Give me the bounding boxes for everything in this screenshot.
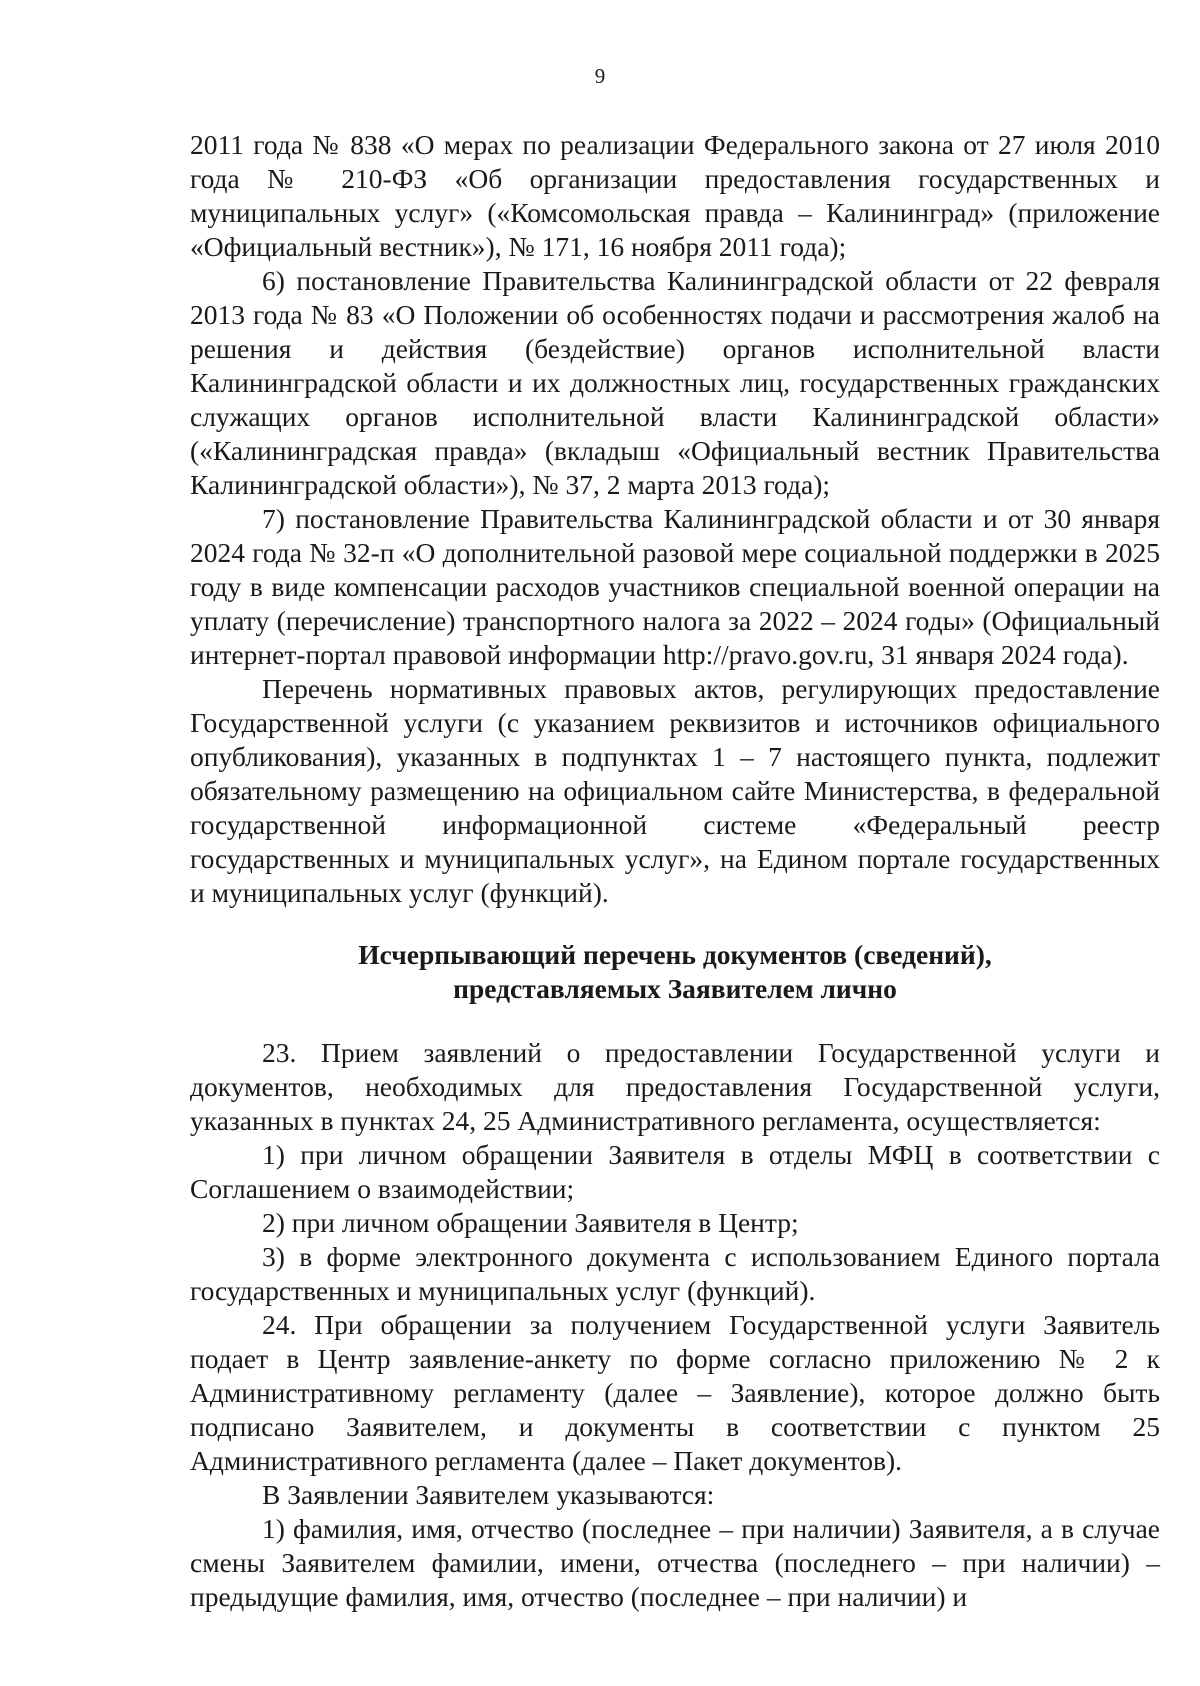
paragraph-item-6: 6) постановление Правительства Калининградской области от 22 февраля 2013 года № 83 «О Положении об особенностях подачи и рассмотрения жалоб на решения и действия (бездействие) органов исполнительной власти Калининградской области и их должностных лиц, государственных гражданских служащих органов исполнительной власти Калининградской области» («Калининградская правда» (вкладыш «Официальный вестник Правительства Калининградской области»), № 37, 2 марта 2013 года); [190, 265, 1160, 500]
paragraph-application-fields-intro: В Заявлении Заявителем указываются: [262, 1479, 715, 1510]
paragraph-24: 24. При обращении за получением Государственной услуги Заявитель подает в Центр заявление-анкету по форме согласно приложению № 2 к Административному регламенту (далее – Заявление), которое должно быть подписано Заявителем, и документы в соответствии с пунктом 25 Административного регламента (далее – Пакет документов). [190, 1309, 1160, 1476]
paragraph-23-item-1: 1) при личном обращении Заявителя в отделы МФЦ в соответствии с Соглашением о взаимодействии; [190, 1139, 1160, 1204]
paragraph-continuation: 2011 года № 838 «О мерах по реализации Федерального закона от 27 июля 2010 года № 210-ФЗ «Об организации предоставления государственных и муниципальных услуг» («Комсомольская правда – Калининград» (приложение «Официальный вестник»), № 171, 16 ноября 2011 года); [190, 129, 1160, 262]
paragraph-list-of-acts: Перечень нормативных правовых актов, регулирующих предоставление Государственной услуги (с указанием реквизитов и источников официального опубликования), указанных в подпунктах 1 – 7 настоящего пункта, подлежит обязательному размещению на официальном сайте Министерства, в федеральной государственной информационной системе «Федеральный реестр государственных и муниципальных услуг», на Едином портале государственных и муниципальных услуг (функций). [190, 673, 1160, 908]
section-heading-line-2: представляемых Заявителем лично [453, 973, 897, 1004]
section-heading-line-1: Исчерпывающий перечень документов (сведений), [358, 939, 992, 970]
paragraph-23-item-3: 3) в форме электронного документа с использованием Единого портала государственных и муниципальных услуг (функций). [190, 1241, 1160, 1306]
document-body [190, 128, 1160, 1614]
page-number: 9 [594, 64, 606, 88]
paragraph-item-7: 7) постановление Правительства Калининградской области и от 30 января 2024 года № 32-п «О дополнительной разовой мере социальной поддержки в 2025 году в виде компенсации расходов участников специальной военной операции на уплату (перечисление) транспортного налога за 2022 – 2024 годы» (Официальный интернет-портал правовой информации http://pravo.gov.ru, 31 января 2024 года). [190, 503, 1160, 670]
paragraph-23-item-2: 2) при личном обращении Заявителя в Центр; [262, 1207, 799, 1238]
paragraph-application-field-1: 1) фамилия, имя, отчество (последнее – при наличии) Заявителя, а в случае смены Заявителем фамилии, имени, отчества (последнего – при наличии) – предыдущие фамилия, имя, отчество (последнее – при наличии) и [190, 1513, 1160, 1612]
section-heading [190, 938, 1160, 1006]
paragraph-23: 23. Прием заявлений о предоставлении Государственной услуги и документов, необходимых для предоставления Государственной услуги, указанных в пунктах 24, 25 Административного регламента, осуществляется: [190, 1037, 1160, 1136]
